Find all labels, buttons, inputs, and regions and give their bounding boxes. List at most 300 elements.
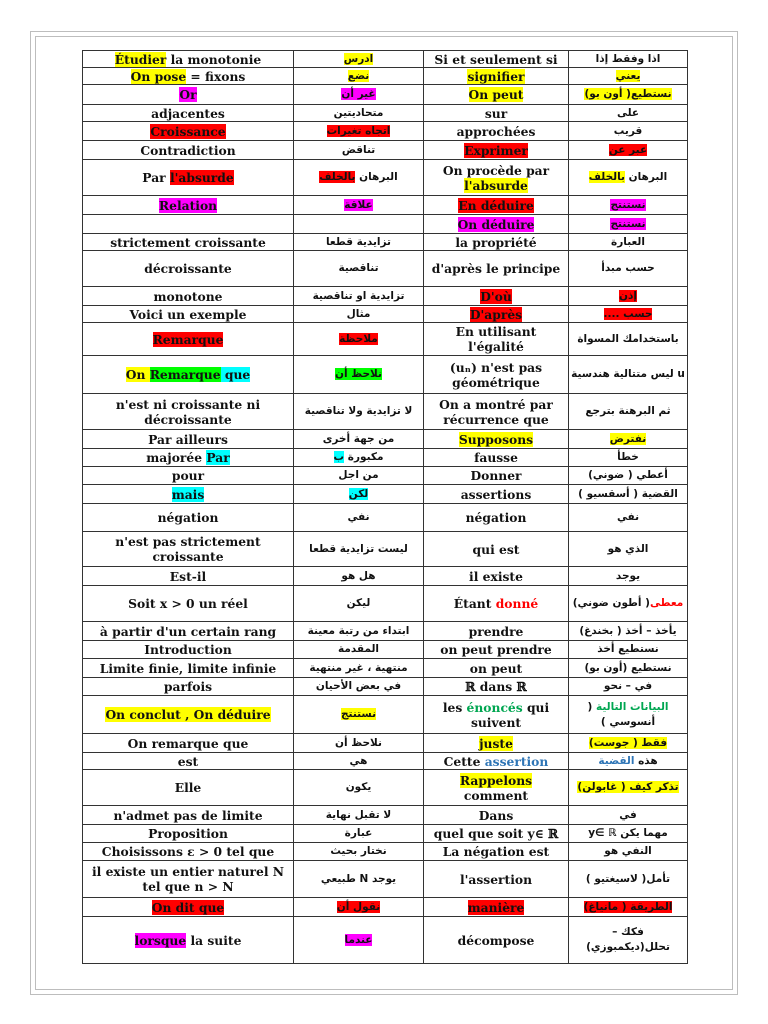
cell-text: négation (465, 510, 527, 525)
cell-text: strictement croissante (110, 234, 266, 250)
table-cell-arabic-term (294, 85, 424, 105)
cell-text: لكن (348, 487, 369, 500)
table-cell-french-term (424, 430, 569, 449)
cell-text: ( أطون ضوني) (572, 597, 650, 609)
table-row (83, 51, 688, 68)
cell-text: D'où (480, 288, 512, 304)
table-cell-french-term (83, 532, 294, 567)
table-cell-arabic-term (294, 196, 424, 215)
cell-text: parfois (163, 679, 213, 694)
cell-text: la suite (186, 932, 242, 948)
cell-text: حسب مبدأ (601, 262, 655, 274)
cell-text: mais (171, 486, 205, 502)
table-cell-french-term (83, 861, 294, 898)
table-cell-french-term (424, 306, 569, 323)
table-row (83, 122, 688, 141)
cell-text: Étant (453, 596, 496, 611)
table-cell-arabic-term (294, 234, 424, 251)
table-cell-arabic-term (294, 825, 424, 843)
table-cell-french-term (83, 234, 294, 251)
cell-text: ثم البرهنة بترجع (585, 405, 671, 417)
table-cell-french-term (424, 394, 569, 430)
table-cell-french-term (424, 287, 569, 306)
table-cell-french-term (424, 234, 569, 251)
table-cell-arabic-term (569, 51, 688, 68)
table-row (83, 467, 688, 485)
cell-text: تزايدية قطعا (325, 235, 392, 248)
cell-text: نستنتج (610, 217, 646, 230)
cell-text: majorée (146, 450, 207, 465)
cell-text: En déduire (458, 197, 534, 213)
table-cell-arabic-term (569, 449, 688, 467)
cell-text: قريب (613, 124, 643, 137)
table-cell-arabic-term (569, 659, 688, 678)
cell-text: نفترض (609, 432, 647, 445)
cell-text: عبر عن (608, 143, 648, 156)
cell-text: نفي (347, 511, 370, 523)
cell-text: علاقة (344, 198, 373, 211)
table-cell-arabic-term (294, 917, 424, 964)
table-cell-arabic-term (569, 825, 688, 843)
table-cell-french-term (83, 467, 294, 485)
cell-text: يوجد N طبيعي (320, 872, 397, 885)
table-cell-arabic-term (294, 753, 424, 770)
cell-text: عبارة (344, 827, 373, 839)
table-row (83, 532, 688, 567)
cell-text: juste (479, 735, 513, 751)
table-cell-arabic-term (569, 641, 688, 659)
cell-text: أعطي ( ضوني) (588, 469, 668, 481)
table-cell-arabic-term (569, 586, 688, 622)
cell-text: Introduction (144, 642, 232, 657)
table-cell-french-term (424, 160, 569, 196)
cell-text: il existe (469, 568, 523, 584)
table-row (83, 160, 688, 196)
cell-text: متحاديتين (333, 106, 384, 119)
table-cell-arabic-term (569, 753, 688, 770)
cell-text: يكون (345, 781, 372, 793)
cell-text: من جهة أخرى (322, 432, 395, 445)
cell-text: Donner (470, 468, 522, 483)
table-cell-arabic-term (294, 430, 424, 449)
table-cell-french-term (83, 898, 294, 917)
table-row (83, 234, 688, 251)
table-cell-french-term (424, 586, 569, 622)
table-cell-arabic-term (294, 806, 424, 825)
table-cell-arabic-term (294, 504, 424, 532)
table-cell-arabic-term (294, 356, 424, 394)
table-cell-arabic-term (569, 567, 688, 586)
cell-text: تأمل( لاسيغتيو ) (585, 872, 671, 885)
table-cell-french-term (424, 678, 569, 696)
cell-text: Supposons (458, 431, 534, 447)
cell-text: نلاحظ أن (335, 736, 382, 749)
table-cell-french-term (424, 51, 569, 68)
table-cell-french-term (424, 898, 569, 917)
table-cell-french-term (424, 696, 569, 734)
cell-text: sur (484, 105, 508, 121)
table-row (83, 504, 688, 532)
table-row (83, 215, 688, 234)
cell-text: بالخلف (588, 171, 625, 183)
table-cell-french-term (83, 251, 294, 287)
table-cell-arabic-term (569, 105, 688, 122)
cell-text: حسب .... (603, 307, 653, 320)
table-cell-french-term (83, 122, 294, 141)
table-cell-french-term (83, 641, 294, 659)
table-row (83, 306, 688, 323)
table-cell-french-term (424, 215, 569, 234)
table-row (83, 659, 688, 678)
table-cell-french-term (83, 485, 294, 504)
table-cell-arabic-term (294, 843, 424, 861)
cell-text: La négation est (442, 844, 550, 859)
cell-text: تناقصية (338, 262, 379, 274)
cell-text: الطريقة ( مانياغ) (583, 900, 673, 913)
cell-text: نستنتج (610, 198, 646, 211)
table-row (83, 68, 688, 85)
cell-text: تذكر كيف ( غابولن) (577, 781, 679, 793)
table-cell-french-term (83, 85, 294, 105)
table-cell-french-term (424, 532, 569, 567)
cell-text: فكك – تحلل(ديكمبوزي) (586, 926, 670, 953)
table-cell-arabic-term (569, 122, 688, 141)
cell-text: باستخدامك المسواة (577, 332, 679, 345)
cell-text: d'après le principe (431, 261, 561, 276)
cell-text: n'admet pas de limite (113, 807, 263, 823)
table-cell-french-term (83, 843, 294, 861)
vocabulary-table (82, 50, 688, 964)
cell-text: n'est pas strictement croissante (115, 534, 261, 564)
vocabulary-table-body (83, 51, 688, 964)
cell-text: في بعض الأحيان (315, 680, 402, 692)
table-cell-french-term (83, 141, 294, 160)
cell-text: القضية (598, 754, 635, 767)
cell-text: que (220, 367, 251, 382)
table-cell-french-term (83, 196, 294, 215)
table-cell-french-term (83, 105, 294, 122)
table-cell-french-term (424, 449, 569, 467)
table-cell-arabic-term (294, 122, 424, 141)
table-cell-arabic-term (569, 485, 688, 504)
cell-text: الذي هو (607, 542, 649, 555)
table-cell-french-term (83, 567, 294, 586)
cell-text: مكبورة (344, 451, 384, 463)
cell-text: à partir d'un certain rang (99, 623, 277, 639)
table-cell-french-term (424, 806, 569, 825)
table-cell-arabic-term (569, 394, 688, 430)
table-cell-french-term (83, 825, 294, 843)
table-cell-french-term (424, 356, 569, 394)
cell-text: (uₙ) n'est pas géométrique (449, 359, 543, 390)
cell-text: = fixons (186, 68, 246, 84)
table-cell-french-term (83, 215, 294, 234)
table-cell-arabic-term (569, 898, 688, 917)
cell-text: هل هو (341, 569, 376, 582)
cell-text: هي (349, 754, 368, 767)
cell-text: la propriété (455, 234, 537, 250)
table-cell-french-term (424, 141, 569, 160)
cell-text: اتجاه تغيرات (326, 124, 391, 137)
table-cell-french-term (83, 917, 294, 964)
table-cell-arabic-term (569, 917, 688, 964)
table-cell-french-term (424, 770, 569, 806)
cell-text: في (619, 808, 637, 821)
table-cell-arabic-term (569, 234, 688, 251)
table-cell-arabic-term (569, 251, 688, 287)
table-cell-french-term (424, 85, 569, 105)
cell-text: Choisissons ε > 0 tel que (101, 844, 275, 859)
cell-text: assertions (460, 486, 532, 502)
cell-text: ليست تزايدية قطعا (309, 542, 408, 555)
table-cell-french-term (424, 504, 569, 532)
table-cell-arabic-term (294, 251, 424, 287)
table-cell-french-term (424, 622, 569, 641)
table-cell-arabic-term (569, 843, 688, 861)
cell-text: نختار بحيث (330, 845, 387, 857)
cell-text: النفي هو (604, 845, 652, 857)
table-cell-arabic-term (294, 51, 424, 68)
table-cell-arabic-term (294, 160, 424, 196)
cell-text: négation (157, 510, 219, 525)
cell-text: la monotonie (166, 51, 262, 67)
cell-text: qui est (472, 541, 520, 557)
cell-text: المقدمة (337, 643, 380, 655)
table-cell-french-term (83, 160, 294, 196)
table-cell-arabic-term (569, 160, 688, 196)
cell-text: quel que soit y∈ ℝ (433, 826, 559, 841)
cell-text: Elle (174, 780, 202, 795)
table-cell-french-term (83, 622, 294, 641)
cell-text: u ليس متتالية هندسية (571, 368, 685, 380)
table-cell-french-term (424, 825, 569, 843)
table-row (83, 917, 688, 964)
table-cell-french-term (83, 504, 294, 532)
cell-text: Étudier (114, 51, 167, 67)
table-cell-arabic-term (294, 323, 424, 356)
cell-text: العبارة (611, 235, 645, 248)
table-row (83, 586, 688, 622)
table-row (83, 622, 688, 641)
cell-text: Dans (478, 807, 514, 823)
table-cell-arabic-term (294, 532, 424, 567)
cell-text: البرهان (624, 171, 668, 183)
cell-text: ابتداء من رتبة معينة (307, 624, 410, 637)
cell-text: البرهان (355, 171, 398, 183)
table-cell-french-term (83, 306, 294, 323)
cell-text: on peut prendre (440, 642, 552, 657)
table-cell-french-term (83, 586, 294, 622)
table-cell-arabic-term (569, 622, 688, 641)
table-cell-french-term (83, 356, 294, 394)
table-cell-arabic-term (569, 141, 688, 160)
table-cell-french-term (83, 806, 294, 825)
cell-text: Limite finie, limite infinie (99, 660, 277, 676)
cell-text: نستطيع( أون بو) (584, 88, 672, 100)
table-cell-arabic-term (294, 734, 424, 753)
table-cell-french-term (83, 51, 294, 68)
table-cell-arabic-term (569, 532, 688, 567)
cell-text: prendre (468, 623, 524, 639)
table-row (83, 85, 688, 105)
table-cell-french-term (83, 394, 294, 430)
table-cell-french-term (83, 678, 294, 696)
cell-text: qui suivent (470, 699, 550, 730)
table-cell-french-term (424, 843, 569, 861)
cell-text: On dit que (151, 899, 225, 915)
table-cell-arabic-term (294, 678, 424, 696)
table-cell-french-term (424, 122, 569, 141)
cell-text: Cette (443, 753, 485, 769)
cell-text: Remarque (149, 367, 221, 382)
table-row (83, 323, 688, 356)
cell-text: فقط ( جوست) (588, 736, 668, 749)
cell-text: خطأ (617, 451, 639, 463)
cell-text: Relation (158, 197, 218, 213)
cell-text: on peut (469, 660, 523, 676)
cell-text: ب (333, 451, 345, 463)
table-cell-arabic-term (294, 696, 424, 734)
cell-text: décroissante (144, 261, 232, 276)
cell-text: معطى (649, 597, 684, 609)
table-row (83, 861, 688, 898)
table-cell-french-term (424, 323, 569, 356)
table-cell-arabic-term (294, 105, 424, 122)
cell-text: اذا وفقط إذا (595, 52, 661, 65)
table-cell-arabic-term (569, 430, 688, 449)
table-row (83, 356, 688, 394)
table-cell-arabic-term (569, 678, 688, 696)
cell-text: البيانات التالية (595, 700, 669, 713)
table-cell-arabic-term (294, 770, 424, 806)
cell-text: assertion (484, 753, 549, 769)
cell-text: monotone (153, 288, 223, 304)
table-row (83, 105, 688, 122)
table-cell-french-term (83, 753, 294, 770)
table-cell-french-term (83, 287, 294, 306)
cell-text: غير أن (341, 88, 376, 100)
table-cell-arabic-term (294, 287, 424, 306)
cell-text: تناقض (341, 143, 376, 156)
table-row (83, 567, 688, 586)
cell-text: Remarque (152, 331, 224, 347)
cell-text: On pose (130, 68, 187, 84)
table-cell-arabic-term (294, 449, 424, 467)
cell-text: بالخلف (319, 171, 356, 183)
table-cell-arabic-term (294, 567, 424, 586)
cell-text: Contradiction (140, 142, 236, 158)
cell-text: على (616, 106, 640, 119)
table-cell-french-term (424, 753, 569, 770)
table-cell-arabic-term (569, 504, 688, 532)
cell-text: ليكن (346, 597, 371, 609)
cell-text: نستطيع أخذ (597, 643, 659, 655)
table-row (83, 196, 688, 215)
table-cell-french-term (424, 567, 569, 586)
cell-text: ملاحظة (339, 332, 378, 345)
table-cell-arabic-term (294, 861, 424, 898)
table-cell-french-term (424, 105, 569, 122)
cell-text: Par (206, 450, 230, 465)
table-cell-french-term (424, 917, 569, 964)
cell-text: من اجل (338, 469, 379, 481)
cell-text: Croissance (150, 123, 226, 139)
cell-text: مثال (346, 307, 371, 320)
table-cell-arabic-term (294, 306, 424, 323)
table-row (83, 251, 688, 287)
cell-text: تزايدية او تناقصية (312, 289, 405, 302)
cell-text: عندما (344, 933, 373, 946)
table-cell-arabic-term (569, 287, 688, 306)
table-cell-french-term (424, 641, 569, 659)
cell-text: هذه (634, 754, 658, 767)
cell-text: On procède par (442, 162, 550, 178)
cell-text: On conclut , On déduire (105, 707, 271, 722)
table-cell-french-term (83, 659, 294, 678)
table-cell-arabic-term (294, 641, 424, 659)
table-cell-french-term (83, 696, 294, 734)
table-cell-french-term (424, 861, 569, 898)
table-cell-french-term (83, 68, 294, 85)
cell-text: Or (179, 87, 197, 102)
table-row (83, 753, 688, 770)
table-cell-arabic-term (294, 68, 424, 85)
table-cell-arabic-term (569, 861, 688, 898)
table-row (83, 678, 688, 696)
cell-text: يعني (615, 69, 641, 82)
cell-text: لا تزايدية ولا تناقصية (304, 405, 413, 417)
cell-text: Rappelons (459, 772, 533, 788)
cell-text: On a montré par récurrence que (439, 396, 553, 427)
cell-text: Est-il (169, 568, 207, 584)
table-row (83, 287, 688, 306)
table-cell-arabic-term (569, 770, 688, 806)
table-cell-french-term (83, 734, 294, 753)
table-cell-french-term (424, 485, 569, 504)
table-cell-arabic-term (294, 622, 424, 641)
table-row (83, 770, 688, 806)
cell-text: On remarque que (127, 735, 249, 751)
table-cell-arabic-term (569, 68, 688, 85)
cell-text: لا تقبل نهاية (325, 808, 392, 821)
cell-text: Proposition (148, 826, 228, 841)
table-cell-french-term (424, 196, 569, 215)
cell-text: énoncés (466, 699, 523, 715)
table-cell-french-term (424, 251, 569, 287)
table-cell-arabic-term (569, 734, 688, 753)
cell-text: نفي (616, 511, 640, 523)
cell-text: يوجد (615, 569, 641, 582)
cell-text: نلاحظ أن (335, 368, 382, 380)
table-cell-arabic-term (294, 141, 424, 160)
cell-text: les (442, 699, 467, 715)
table-cell-arabic-term (294, 394, 424, 430)
table-row (83, 843, 688, 861)
cell-text: lorsque (134, 932, 187, 948)
table-cell-arabic-term (294, 215, 424, 234)
table-cell-french-term (83, 430, 294, 449)
cell-text: نقول أن (336, 900, 381, 913)
table-row (83, 485, 688, 504)
table-cell-french-term (424, 659, 569, 678)
table-cell-arabic-term (569, 215, 688, 234)
cell-text: On peut (468, 87, 524, 102)
table-row (83, 734, 688, 753)
cell-text: signifier (467, 68, 525, 84)
cell-text: On déduire (457, 216, 535, 232)
table-row (83, 449, 688, 467)
cell-text: adjacentes (151, 105, 225, 121)
